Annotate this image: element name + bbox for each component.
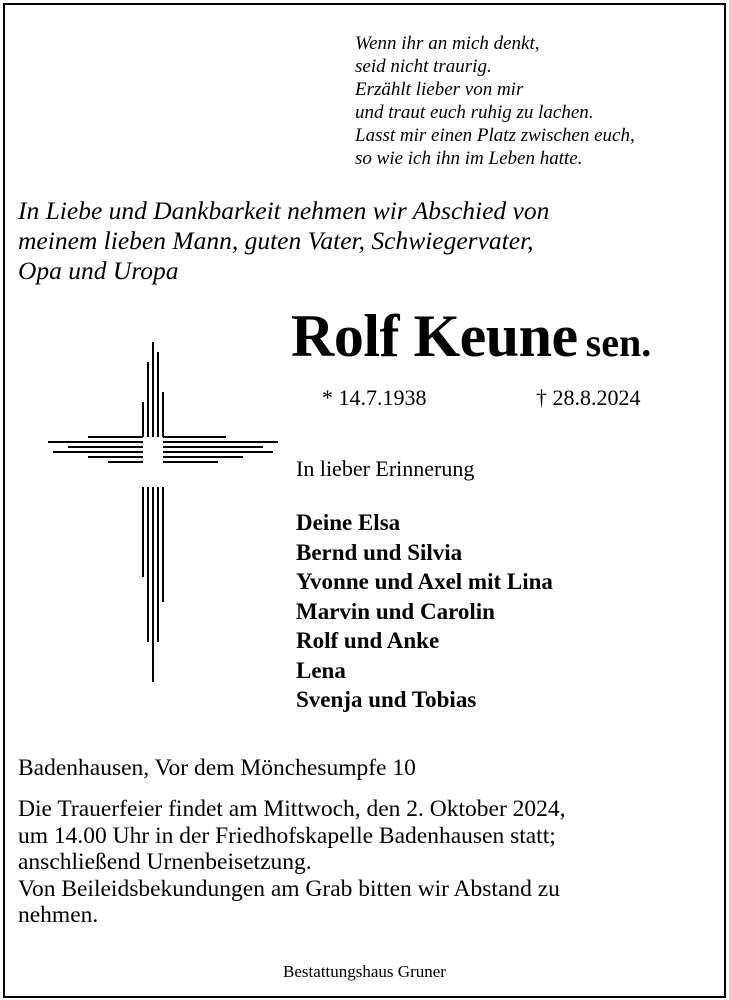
death-date: † 28.8.2024 xyxy=(536,385,641,410)
birth-date: * 14.7.1938 xyxy=(322,385,427,410)
ceremony-line: anschließend Urnenbeisetzung. xyxy=(18,849,312,875)
poem-line: Lasst mir einen Platz zwischen euch, xyxy=(355,125,635,146)
ceremony-line: Die Trauerfeier findet am Mittwoch, den 2. Oktober 2024, xyxy=(18,796,566,822)
poem-line: und traut euch ruhig zu lachen. xyxy=(355,102,594,123)
poem-line: Erzählt lieber von mir xyxy=(355,79,524,100)
undertaker: Bestattungshaus Gruner xyxy=(283,962,446,981)
ceremony-info xyxy=(18,796,566,929)
deceased-name xyxy=(291,303,652,369)
ceremony-line: Von Beileidsbekundungen am Grab bitten wir Abstand zu xyxy=(18,875,560,902)
mourner: Rolf und Anke xyxy=(296,628,440,653)
intro-line: Opa und Uropa xyxy=(18,256,179,285)
poem-line: seid nicht traurig. xyxy=(355,56,492,77)
address: Badenhausen, Vor dem Mönchesumpfe 10 xyxy=(18,755,416,781)
mourner: Lena xyxy=(296,657,346,683)
cross-icon xyxy=(48,342,280,687)
ceremony-line: nehmen. xyxy=(18,902,99,928)
poem-line: so wie ich ihn im Leben hatte. xyxy=(355,148,583,169)
memory-line: In lieber Erinnerung xyxy=(296,456,475,481)
mourner: Deine Elsa xyxy=(296,510,401,535)
poem xyxy=(355,32,635,170)
farewell-intro xyxy=(18,196,549,286)
mourners-list xyxy=(296,508,553,715)
mourner: Bernd und Silvia xyxy=(296,539,463,565)
deceased-name-main: Rolf Keune xyxy=(291,303,578,369)
poem-line: Wenn ihr an mich denkt, xyxy=(355,33,540,54)
mourner: Svenja und Tobias xyxy=(296,687,477,712)
mourner: Yvonne und Axel mit Lina xyxy=(296,569,553,594)
ceremony-line: um 14.00 Uhr in der Friedhofskapelle Badenhausen statt; xyxy=(18,822,556,849)
deceased-name-suffix: sen. xyxy=(585,320,652,365)
intro-line: meinem lieben Mann, guten Vater, Schwiegervater, xyxy=(18,226,534,255)
intro-line: In Liebe und Dankbarkeit nehmen wir Abschied von xyxy=(18,196,550,225)
mourner: Marvin und Carolin xyxy=(296,598,495,624)
